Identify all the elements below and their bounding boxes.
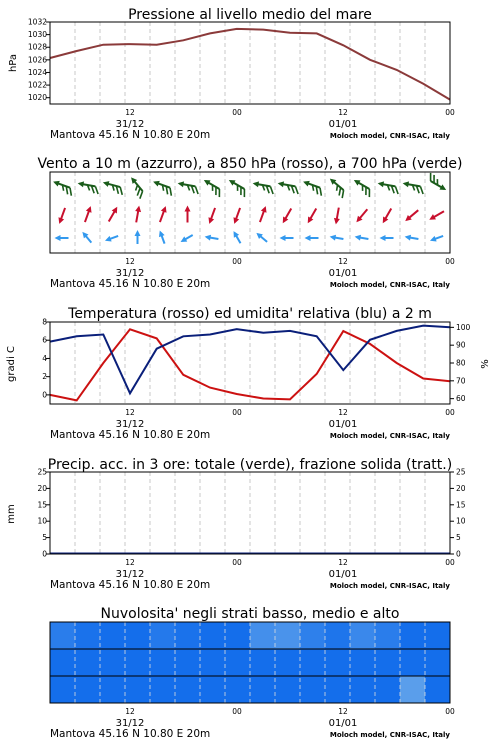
y-tick-label: 10 bbox=[456, 516, 466, 526]
precip-frame bbox=[50, 472, 450, 554]
cloud-cell bbox=[425, 622, 451, 649]
barb-head bbox=[380, 235, 386, 241]
date-label: 31/12 bbox=[115, 718, 145, 729]
barb-head bbox=[277, 180, 284, 187]
cloud-cell bbox=[200, 676, 226, 703]
wind-barb bbox=[350, 177, 374, 197]
time-tick-label: 00 bbox=[232, 108, 242, 117]
barb-head bbox=[302, 179, 310, 187]
wind-barb bbox=[257, 205, 268, 223]
wind-barb bbox=[206, 207, 217, 225]
location-label: Mantova 45.16 N 10.80 E 20m bbox=[50, 429, 211, 441]
pressure-frame bbox=[50, 22, 450, 104]
wind-barb bbox=[179, 232, 194, 244]
cloud-cell bbox=[75, 676, 101, 703]
barb-feather bbox=[419, 186, 424, 194]
y-tick-label: 25 bbox=[456, 467, 466, 477]
wind-barb bbox=[55, 235, 69, 241]
wind-barb bbox=[254, 231, 269, 245]
precip-y-ticks bbox=[37, 468, 465, 559]
barb-head bbox=[161, 205, 169, 213]
cloud-cell bbox=[425, 649, 451, 676]
y-tick-label: 80 bbox=[456, 358, 466, 368]
barb-feather bbox=[366, 189, 373, 197]
cloud-cell bbox=[325, 676, 351, 703]
time-tick-label: 00 bbox=[445, 257, 455, 266]
cloud-cell bbox=[300, 622, 326, 649]
barb-head bbox=[252, 180, 259, 187]
cloud-cell bbox=[200, 622, 226, 649]
y-tick-label: 1026 bbox=[27, 55, 47, 65]
date-label: 31/12 bbox=[115, 119, 145, 130]
panel-pressure bbox=[8, 7, 450, 104]
wind-barb bbox=[305, 235, 319, 241]
cloud-cell bbox=[75, 649, 101, 676]
cloud-cell bbox=[50, 649, 76, 676]
wind-barb bbox=[104, 233, 119, 243]
barb-head bbox=[102, 180, 109, 187]
cloud-cell bbox=[125, 649, 151, 676]
cloud-cell bbox=[250, 622, 276, 649]
cloud-cell bbox=[275, 649, 301, 676]
barb-head bbox=[402, 180, 409, 187]
cloud-cell bbox=[100, 676, 126, 703]
cloud-cell bbox=[375, 649, 401, 676]
y-tick-label: 1032 bbox=[27, 17, 47, 27]
cloud-cell bbox=[200, 649, 226, 676]
y-tick-label: 15 bbox=[456, 500, 466, 510]
y-tick-label: 1020 bbox=[27, 93, 47, 103]
location-label: Mantova 45.16 N 10.80 E 20m bbox=[50, 579, 211, 591]
wind-barb bbox=[225, 177, 249, 197]
barb-head bbox=[77, 180, 84, 187]
credit-label: Moloch model, CNR-ISAC, Italy bbox=[329, 281, 450, 289]
panel-wind bbox=[37, 156, 462, 253]
cloud-cell bbox=[325, 649, 351, 676]
barb-feather bbox=[241, 189, 248, 197]
y-tick-label: 4 bbox=[42, 353, 47, 363]
cloud-cell bbox=[250, 676, 276, 703]
barb-feather bbox=[216, 189, 223, 197]
y-tick-label: 100 bbox=[456, 322, 471, 332]
barb-head bbox=[231, 217, 239, 225]
y-tick-label: 15 bbox=[37, 500, 47, 510]
time-tick-label: 12 bbox=[338, 108, 348, 117]
wind-barb bbox=[231, 230, 243, 245]
wind-barb bbox=[80, 230, 94, 245]
time-tick-label: 12 bbox=[125, 558, 135, 567]
panel-cloud-cover bbox=[50, 606, 451, 703]
barb-head bbox=[157, 229, 165, 237]
temp-frame bbox=[50, 322, 450, 404]
barb-head bbox=[135, 205, 142, 212]
barb-head bbox=[231, 230, 239, 238]
precip-ylabel: mm bbox=[6, 504, 17, 524]
y-tick-label: 2 bbox=[42, 372, 47, 382]
barb-head bbox=[329, 234, 336, 241]
wind-barb bbox=[151, 179, 175, 196]
barb-feather bbox=[269, 186, 274, 194]
wind-barb bbox=[176, 180, 199, 194]
cloud-cell bbox=[50, 676, 76, 703]
wind-barb bbox=[403, 208, 420, 224]
wind-barb bbox=[428, 209, 446, 223]
time-tick-label: 12 bbox=[125, 108, 135, 117]
barb-head bbox=[152, 179, 160, 187]
pressure-y-ticks bbox=[28, 18, 50, 103]
y-tick-label: 0 bbox=[456, 549, 461, 559]
time-tick-label: 00 bbox=[232, 408, 242, 417]
time-tick-label: 12 bbox=[338, 408, 348, 417]
barb-head bbox=[305, 217, 313, 225]
cloud-cells bbox=[50, 622, 451, 703]
cloud-cell bbox=[375, 622, 401, 649]
precip-grid bbox=[75, 472, 425, 554]
wind-barb bbox=[157, 229, 167, 244]
cloud-cell bbox=[400, 622, 426, 649]
cloud-cell bbox=[375, 676, 401, 703]
barb-feather bbox=[194, 186, 199, 194]
barb-head bbox=[52, 179, 60, 187]
wind-barb bbox=[76, 180, 99, 194]
barb-head bbox=[227, 177, 235, 185]
date-label: 01/01 bbox=[328, 569, 358, 580]
cloud-cell bbox=[350, 622, 376, 649]
wind-barb bbox=[354, 234, 369, 242]
temp-title: Temperatura (rosso) ed umidita' relativa (blu) a 2 m bbox=[68, 306, 432, 322]
y-tick-label: 0 bbox=[42, 390, 47, 400]
time-tick-label: 00 bbox=[232, 707, 242, 716]
cloud-cell bbox=[50, 622, 76, 649]
y-tick-label: 1022 bbox=[27, 80, 47, 90]
wind-barb bbox=[376, 180, 399, 194]
time-tick-label: 00 bbox=[232, 558, 242, 567]
cloud-cell bbox=[275, 676, 301, 703]
barb-feather bbox=[68, 188, 74, 196]
wind-barb bbox=[251, 180, 274, 194]
wind-barb bbox=[231, 207, 242, 225]
date-label: 01/01 bbox=[328, 268, 358, 279]
wind-grid bbox=[75, 172, 425, 253]
y-tick-label: 5 bbox=[42, 533, 47, 543]
y-tick-label: 1028 bbox=[27, 42, 47, 52]
wind-barb bbox=[106, 205, 120, 223]
wind-barb bbox=[354, 207, 370, 224]
time-tick-label: 00 bbox=[232, 257, 242, 266]
y-tick-label: 10 bbox=[37, 516, 47, 526]
wind-barb bbox=[280, 207, 294, 225]
wind-barb bbox=[325, 176, 348, 198]
barb-head bbox=[261, 205, 269, 213]
cloud-cell bbox=[75, 622, 101, 649]
barb-feather bbox=[394, 186, 399, 194]
date-label: 01/01 bbox=[328, 419, 358, 430]
wind-barb bbox=[380, 235, 394, 241]
wind-barb bbox=[305, 207, 319, 225]
barb-head bbox=[179, 236, 187, 244]
credit-label: Moloch model, CNR-ISAC, Italy bbox=[329, 582, 450, 590]
cloud-cell bbox=[250, 649, 276, 676]
wind-barb bbox=[101, 180, 125, 195]
time-tick-label: 12 bbox=[338, 257, 348, 266]
y-tick-label: 6 bbox=[42, 335, 47, 345]
y-tick-label: 8 bbox=[42, 317, 47, 327]
barb-head bbox=[135, 230, 141, 236]
date-label: 31/12 bbox=[115, 569, 145, 580]
humidity-ylabel: % bbox=[480, 359, 491, 369]
cloud-cell bbox=[350, 676, 376, 703]
wind-barb bbox=[51, 179, 75, 196]
cloud-cell bbox=[225, 649, 251, 676]
cloud-cell bbox=[400, 676, 426, 703]
barb-feather bbox=[427, 173, 434, 181]
barb-head bbox=[305, 235, 311, 241]
temp-grid bbox=[75, 322, 425, 404]
wind-barb bbox=[185, 206, 191, 223]
temp-ylabel: gradi C bbox=[6, 346, 17, 382]
wind-barb bbox=[276, 180, 299, 194]
barb-feather bbox=[168, 188, 174, 196]
wind-barb bbox=[426, 173, 450, 193]
time-tick-label: 00 bbox=[445, 558, 455, 567]
wind-barb bbox=[404, 234, 419, 242]
pressure-title: Pressione al livello medio del mare bbox=[128, 7, 372, 23]
wind-barb bbox=[135, 230, 141, 244]
y-tick-label: 1024 bbox=[27, 67, 47, 77]
y-tick-label: 60 bbox=[456, 394, 466, 404]
date-label: 01/01 bbox=[328, 119, 358, 130]
date-label: 31/12 bbox=[115, 268, 145, 279]
cloud-cell bbox=[325, 622, 351, 649]
credit-label: Moloch model, CNR-ISAC, Italy bbox=[329, 432, 450, 440]
date-label: 31/12 bbox=[115, 419, 145, 430]
barb-head bbox=[177, 180, 184, 187]
time-tick-label: 12 bbox=[125, 257, 135, 266]
wind-barb bbox=[329, 234, 344, 242]
y-tick-label: 5 bbox=[456, 533, 461, 543]
barb-head bbox=[55, 235, 61, 241]
cloud-cell bbox=[350, 649, 376, 676]
cloud-cell bbox=[300, 649, 326, 676]
barb-feather bbox=[118, 187, 124, 195]
barb-head bbox=[380, 217, 388, 225]
barb-head bbox=[104, 236, 112, 244]
location-label: Mantova 45.16 N 10.80 E 20m bbox=[50, 129, 211, 141]
cloud-cell bbox=[225, 676, 251, 703]
barb-head bbox=[428, 214, 436, 222]
location-label: Mantova 45.16 N 10.80 E 20m bbox=[50, 728, 211, 740]
barb-head bbox=[429, 236, 437, 244]
barb-head bbox=[185, 206, 191, 212]
cloud-cell bbox=[150, 676, 176, 703]
time-tick-label: 00 bbox=[445, 108, 455, 117]
barb-head bbox=[56, 217, 64, 225]
wind-barb bbox=[429, 233, 444, 243]
cloud-cell bbox=[100, 622, 126, 649]
barb-head bbox=[333, 218, 340, 225]
wind-title: Vento a 10 m (azzurro), a 850 hPa (rosso), a 700 hPa (verde) bbox=[37, 156, 463, 172]
cloud-cell bbox=[300, 676, 326, 703]
wind-barb bbox=[380, 207, 394, 225]
y-tick-label: 25 bbox=[37, 467, 47, 477]
cloud-cell bbox=[400, 649, 426, 676]
wind-barb bbox=[82, 205, 93, 223]
time-tick-label: 12 bbox=[125, 707, 135, 716]
wind-barb bbox=[133, 205, 142, 223]
wind-barb bbox=[280, 235, 294, 241]
barb-head bbox=[112, 205, 120, 213]
time-tick-label: 12 bbox=[338, 707, 348, 716]
cloud-cell bbox=[175, 676, 201, 703]
wind-barb bbox=[301, 179, 325, 196]
barb-head bbox=[202, 177, 210, 185]
time-tick-label: 00 bbox=[445, 408, 455, 417]
barb-head bbox=[439, 184, 447, 192]
cloud-cell bbox=[225, 622, 251, 649]
time-tick-label: 12 bbox=[338, 558, 348, 567]
precip-title: Precip. acc. in 3 ore: totale (verde), frazione solida (tratt.) bbox=[47, 457, 453, 473]
credit-label: Moloch model, CNR-ISAC, Italy bbox=[329, 731, 450, 739]
cloud-title: Nuvolosita' negli strati basso, medio e alto bbox=[100, 606, 400, 622]
y-tick-label: 20 bbox=[456, 483, 466, 493]
barb-head bbox=[86, 205, 94, 213]
y-tick-label: 0 bbox=[42, 549, 47, 559]
pressure-ylabel: hPa bbox=[8, 53, 19, 73]
barb-head bbox=[352, 177, 360, 185]
barb-feather bbox=[94, 186, 99, 194]
date-label: 01/01 bbox=[328, 718, 358, 729]
wind-barb bbox=[200, 177, 224, 197]
barb-head bbox=[280, 217, 288, 225]
wind-barb bbox=[333, 207, 342, 225]
y-tick-label: 20 bbox=[37, 483, 47, 493]
credit-label: Moloch model, CNR-ISAC, Italy bbox=[329, 132, 450, 140]
barb-feather bbox=[318, 188, 324, 196]
wind-barb bbox=[157, 205, 168, 223]
panel-temperature-humidity bbox=[6, 306, 491, 404]
cloud-cell bbox=[175, 649, 201, 676]
location-label: Mantova 45.16 N 10.80 E 20m bbox=[50, 278, 211, 290]
y-tick-label: 1030 bbox=[27, 30, 47, 40]
barb-head bbox=[206, 217, 214, 225]
wind-barb bbox=[204, 234, 219, 242]
cloud-cell bbox=[100, 649, 126, 676]
panel-precipitation bbox=[6, 457, 466, 559]
wind-barb bbox=[401, 180, 424, 194]
cloud-cell bbox=[150, 622, 176, 649]
time-tick-label: 00 bbox=[445, 707, 455, 716]
barb-head bbox=[377, 180, 384, 187]
barb-head bbox=[354, 234, 361, 241]
time-tick-label: 12 bbox=[125, 408, 135, 417]
cloud-cell bbox=[150, 649, 176, 676]
y-tick-label: 70 bbox=[456, 376, 466, 386]
wind-barb bbox=[56, 207, 67, 225]
cloud-cell bbox=[125, 622, 151, 649]
cloud-cell bbox=[425, 676, 451, 703]
barb-head bbox=[280, 235, 286, 241]
barb-feather bbox=[294, 186, 299, 194]
cloud-cell bbox=[125, 676, 151, 703]
y-tick-label: 90 bbox=[456, 340, 466, 350]
cloud-cell bbox=[175, 622, 201, 649]
barb-head bbox=[204, 234, 211, 241]
pressure-grid bbox=[75, 22, 425, 104]
cloud-cell bbox=[275, 622, 301, 649]
barb-head bbox=[404, 234, 411, 241]
wind-barb bbox=[126, 175, 148, 198]
